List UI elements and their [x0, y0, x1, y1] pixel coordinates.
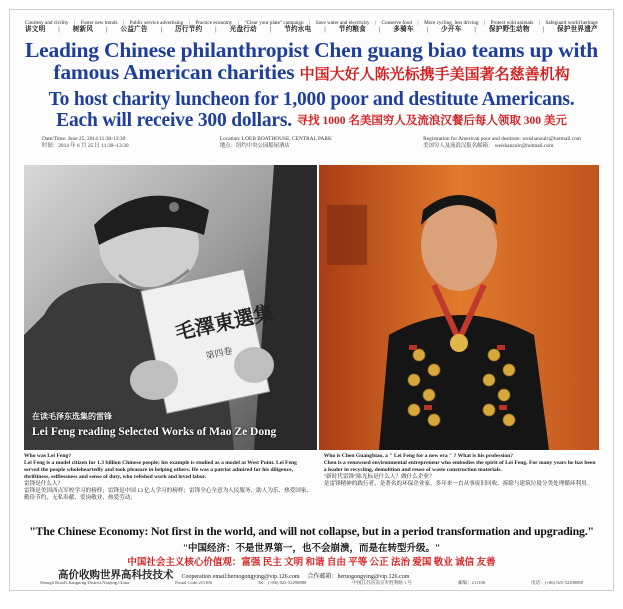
slogan: Foster new trends	[80, 20, 118, 26]
footer-address	[10, 580, 613, 586]
slogan-row-chinese: 讲文明 | 树新风 | 公益广告 | 厉行节约 | 光盘行动 | 节约水电 | 节约粮食 | 多骑车 | 少开车 | 保护野生动物 | 保护世界遗产	[25, 26, 598, 33]
question-answer-section	[24, 453, 599, 502]
slogan: Conserve food	[381, 20, 412, 26]
event-info	[24, 136, 599, 150]
address-english: Shengli Road1,Jiangning District,Nanjing,China	[40, 580, 130, 585]
slogan-cn: 讲文明	[25, 26, 46, 33]
slogan-cn: 节约粮食	[338, 26, 366, 33]
location-english: Location: LOEB BOATHOUSE, CENTRAL PARK	[219, 136, 332, 142]
page-content	[24, 20, 599, 150]
question: Who was Lei Feng?	[24, 453, 72, 459]
registration-english: Registration for American poor and destitute: weishanzulc@hotmail.com	[423, 136, 581, 142]
question-chinese: 雷锋是什么人？	[24, 481, 64, 487]
postcode-english: Postal Code:211106	[175, 580, 212, 585]
company-slogan: 高价收购世界高科技技术	[58, 570, 174, 581]
book-title: 毛澤東選集	[172, 300, 276, 345]
subheadline-line2: Each will receive 300 dollars.	[56, 110, 292, 131]
headline-english: Leading Chinese philanthropist Chen guang biao teams up with famous American charities	[24, 38, 599, 84]
slogan-cn: 树新风	[72, 26, 94, 33]
subheadline-chinese: 寻找 1000 名美国穷人及流浪汉餐后每人领取 300 美元	[296, 115, 567, 127]
economy-quote-chinese: "中国经济：不是世界第一，也不会崩溃，而是在转型升级。"	[182, 544, 441, 554]
subheadline-line1: To host charity luncheon for 1,000 poor and destitute Americans.	[48, 89, 575, 110]
book-subtitle: 第四卷	[205, 346, 234, 362]
photo-chen-guangbiao	[319, 165, 599, 450]
slogan-cn: 公益广告	[120, 26, 148, 33]
core-values: 中国社会主义核心价值观：富强 民主 文明 和谐 自由 平等 公正 法治 爱国 敬业 诚信 友善	[127, 558, 496, 568]
slogan: Save water and electricity	[315, 20, 370, 26]
headline-chinese: 中国大好人陈光标携手美国著名慈善机构	[299, 67, 570, 83]
lei-feng-illustration	[24, 165, 317, 450]
slogan-cn: 厉行节约	[175, 26, 203, 33]
photo-caption-english: Lei Feng reading Selected Works of Mao Ze Dong	[32, 426, 277, 438]
answer-chinese: 雷锋是美国西点军校学习的榜样；雷锋是中国 13 亿人学习的榜样；雷锋全心全意为人民服务、助人为乐、热爱国家、勤俭节约、无私奉献、爱岗敬业、热爱劳动。	[24, 488, 313, 501]
answer-chinese: 是雷锋精神的践行者、是著名的环保企业家、多年来一直从事废旧回收、拆除与建筑垃圾分类处理循环利用。	[323, 481, 593, 487]
registration-chinese: 美国穷人及流浪汉报名邮箱： weishanzulc@hotmail.com	[423, 143, 554, 149]
event-location	[220, 136, 332, 150]
slogan: Protect wild animals	[490, 20, 534, 26]
subheadline	[24, 89, 599, 132]
slogan-cn: 多骑车	[393, 26, 414, 33]
telephone-english: Tel：(+86) 025-52298888	[257, 580, 307, 585]
question: Who is Chen Guangbiao, a " Lei Feng for a new era " ? What is his profession?	[323, 453, 514, 459]
address-chinese: 中国江苏省南京市胜利路 1 号	[352, 580, 412, 585]
slogan-cn: 少开车	[441, 26, 462, 33]
photo-row	[24, 165, 599, 450]
telephone-chinese: 电话：(+86) 025-52298888	[531, 580, 583, 585]
slogan: Courtesy and civility	[25, 20, 69, 26]
question-chinese: "新时代雷锋"陈光标是什么人？做什么企业？	[323, 474, 435, 480]
headline	[24, 39, 599, 86]
answer: Chen is a renowned environmental entrepreneur who embodies the spirit of Lei Feng. For many years he has been a leader in recycling, demolition and reuse of waste construction materials.	[323, 460, 596, 473]
date-chinese: 时间：2014 年 6 月 25 日 11:30~13:30	[42, 143, 129, 149]
slogan: Safeguard world heritage	[545, 20, 598, 26]
date-english: Date/Time: June 25, 2014 11:30-13:30	[42, 136, 126, 142]
slogan: More cycling, less driving	[424, 20, 479, 26]
cooperation-email-chinese[interactable]: 合作邮箱：heruogongying@vip.126.com	[307, 574, 410, 580]
chen-description	[324, 453, 599, 502]
slogan: Practice economy	[195, 20, 233, 26]
slogan-cn: 保护世界遗产	[557, 26, 598, 33]
slogan-cn: 节约水电	[284, 26, 312, 33]
newspaper-page	[9, 9, 614, 591]
slogan: Public service advertising	[129, 20, 184, 26]
event-date	[42, 136, 129, 150]
slogan-cn: 保护野生动物	[488, 26, 530, 33]
answer: Lei Feng is a model citizen for 1.3 billion Chinese people; his example is studied as a model at West Point. Lei Feng served the people wholeheartedly and took pleasure in helping others. He was a patriot admired for his diligence, thriftiness, selflessness and sense of duty, who relished work and loved labor.	[24, 460, 297, 480]
photo-lei-feng	[24, 165, 317, 450]
event-registration	[423, 136, 581, 150]
slogan-row-english: Courtesy and civility | Foster new trends | Public service advertising | Practice economy | "Clear your plate" campaign | Save water and electricity | Conserve food | More cycling, less driving | Protect wild animals | Safeguard world heritage	[25, 20, 598, 26]
chen-guangbiao-illustration	[319, 165, 599, 450]
slogan-cn: 光盘行动	[229, 26, 257, 33]
economy-quote-english: "The Chinese Economy: Not first in the world, and will not collapse, but in a period transformation and upgrading."	[29, 524, 594, 538]
cooperation-email[interactable]: Cooperation email:heruogongying@vip.126.com	[181, 574, 300, 580]
lei-feng-description	[24, 453, 314, 502]
photo-caption-chinese: 在读毛泽东选集的雷锋	[32, 412, 112, 421]
location-chinese: 地点：纽约中央公园船屋酒店	[219, 143, 290, 149]
slogan: "Clear your plate" campaign	[244, 20, 304, 26]
postcode-chinese: 邮编：211106	[457, 580, 486, 585]
